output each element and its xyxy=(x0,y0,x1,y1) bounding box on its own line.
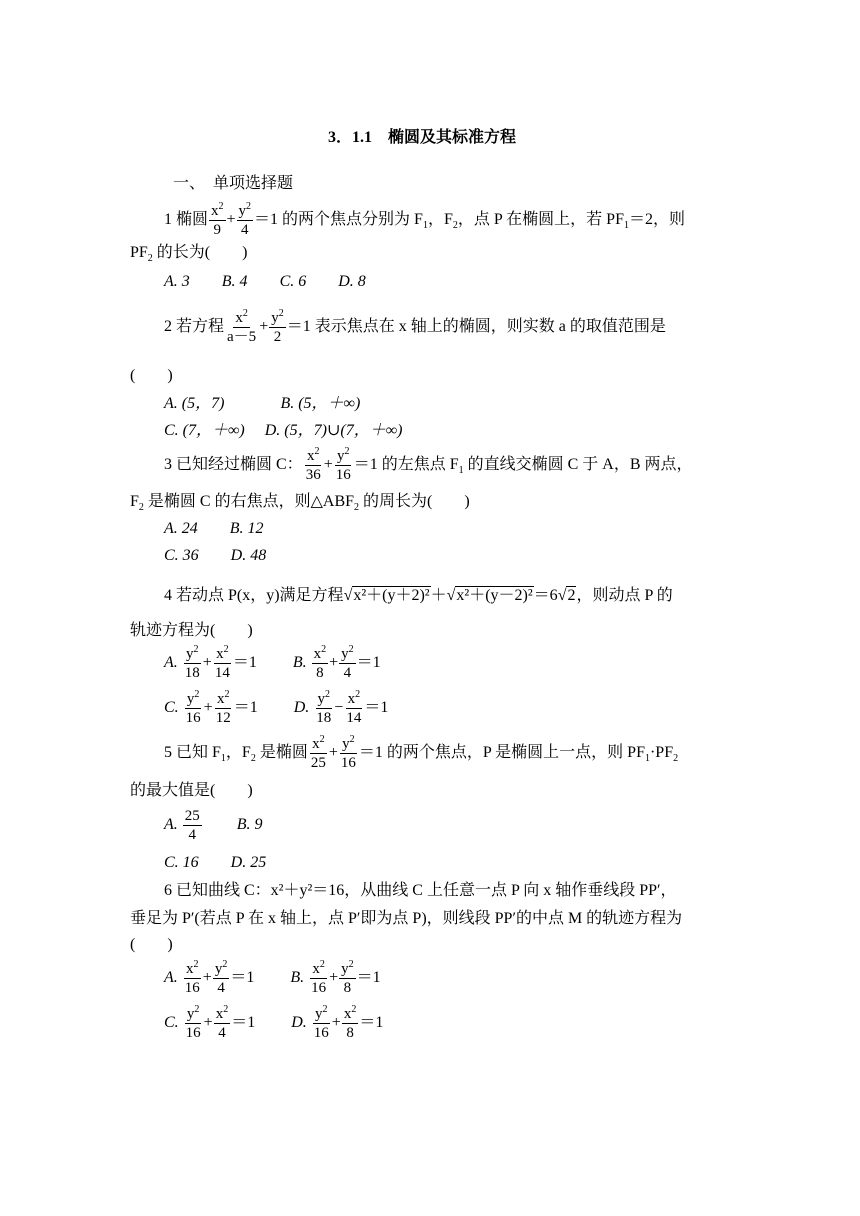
fraction: $\frac{x^2}{a-5}$ xyxy=(227,307,257,345)
question-2-line2: ( ) xyxy=(130,367,173,384)
question-3-options-ab xyxy=(164,519,264,539)
question-5: 5 已知 $F_1$，$F_2$ 是椭圆 $\frac{x^2}{25}$ + $\frac{y^2}{16}$ ＝1 的两个焦点，P 是椭圆上一点，则 $PF_1\cdot PF_2$ xyxy=(164,733,679,771)
question-6-options-ab: A. $\frac{x^2}{16}$ + $\frac{y^2}{4}$ ＝1 B. $\frac{x^2}{16}$ + $\frac{y^2}{8}$ ＝1 xyxy=(164,958,381,996)
option-d: D. 8 xyxy=(338,273,366,290)
question-3-line2: $F_2$ 是椭圆 C 的右焦点，则$\triangle ABF_2$ 的周长为( ) xyxy=(130,493,470,514)
question-2: 2 若方程 $\frac{x^2}{a-5}$ + $\frac{y^2}{2}$ ＝1 表示焦点在 x 轴上的椭圆，则实数 a 的取值范围是 xyxy=(164,307,666,345)
question-1-options xyxy=(164,272,366,292)
fraction: $\frac{y^2}{2}$ xyxy=(271,307,284,345)
question-3-options-cd xyxy=(164,546,266,566)
question-2-options-cd xyxy=(164,421,402,441)
question-1-line2: $PF_2$ 的长为( ) xyxy=(130,244,248,265)
question-6-line3: ( ) xyxy=(130,936,173,953)
option-b: B. 4 xyxy=(221,273,248,290)
option-d: D. 48 xyxy=(230,547,267,564)
fraction: $\frac{y^2}{16}$ xyxy=(335,445,351,483)
question-4-line2: 轨迹方程为( ) xyxy=(130,622,253,639)
fraction: $\frac{y^2}{16}$ xyxy=(340,733,356,771)
fraction: $\frac{x^2}{36}$ xyxy=(305,445,321,483)
option-c: C. 36 xyxy=(164,547,199,564)
question-6-options-cd: C. $\frac{y^2}{16}$ + $\frac{x^2}{4}$ ＝1 D. $\frac{y^2}{16}$ + $\frac{x^2}{8}$ ＝1 xyxy=(164,1003,384,1041)
section-heading: 一、 单项选择题 xyxy=(173,175,294,192)
fraction: $\frac{x^2}{25}$ xyxy=(310,733,326,771)
option-b: B. (5，＋∞) xyxy=(280,395,361,412)
option-a: A. 24 xyxy=(164,520,198,537)
question-5-options-cd: C. 16 D. 25 xyxy=(164,854,267,871)
fraction: $\frac{x^2}{9}$ xyxy=(211,200,224,238)
question-4: 4 若动点 P(x，y)满足方程√x²＋(y＋2)²＋√x²＋(y－2)²＝6√2，则动点 P 的 xyxy=(164,587,673,604)
question-4-options-cd: C. $\frac{y^2}{16}$ + $\frac{x^2}{12}$ ＝1 D. $\frac{y^2}{18}$ − $\frac{x^2}{14}$ ＝1 xyxy=(164,688,389,726)
question-5-options-ab: A. $\frac{25}{4}$ B. 9 xyxy=(164,807,263,843)
question-5-line2: 的最大值是( ) xyxy=(130,782,253,799)
option-c: C. (7，＋∞) xyxy=(164,422,245,439)
option-b: B. 12 xyxy=(229,520,264,537)
question-6: 6 已知曲线 C：x²＋y²＝16，从曲线 C 上任意一点 P 向 x 轴作垂线段 PP′， xyxy=(164,882,677,899)
page-title: 3．1.1 椭圆及其标准方程 xyxy=(328,129,517,146)
question-6-line2: 垂足为 P′(若点 P 在 x 轴上，点 P′即为点 P)，则线段 PP′的中点 M 的轨迹方程为 xyxy=(130,910,683,927)
option-a: A. 3 xyxy=(164,273,190,290)
question-4-options-ab: A. $\frac{y^2}{18}$ + $\frac{x^2}{14}$ ＝1 B. $\frac{x^2}{8}$ + $\frac{y^2}{4}$ ＝1 xyxy=(164,643,381,681)
question-1: 1 椭圆 $\frac{x^2}{9}$ + $\frac{y^2}{4}$ ＝1 的两个焦点分别为 $F_1$，$F_2$，点 P 在椭圆上，若 $PF_1=2$，则 xyxy=(164,200,685,238)
option-c: C. 6 xyxy=(279,273,307,290)
fraction: $\frac{y^2}{4}$ xyxy=(238,200,252,238)
option-a: A. (5，7) xyxy=(164,395,225,412)
question-3: 3 已知经过椭圆 C： $\frac{x^2}{36}$ + $\frac{y^2}{16}$ ＝1 的左焦点 $F_1$ 的直线交椭圆 C 于 A，B 两点， xyxy=(164,445,693,483)
option-d: D. (5，7)∪(7，＋∞) xyxy=(264,422,403,439)
question-2-options-ab xyxy=(164,394,360,414)
